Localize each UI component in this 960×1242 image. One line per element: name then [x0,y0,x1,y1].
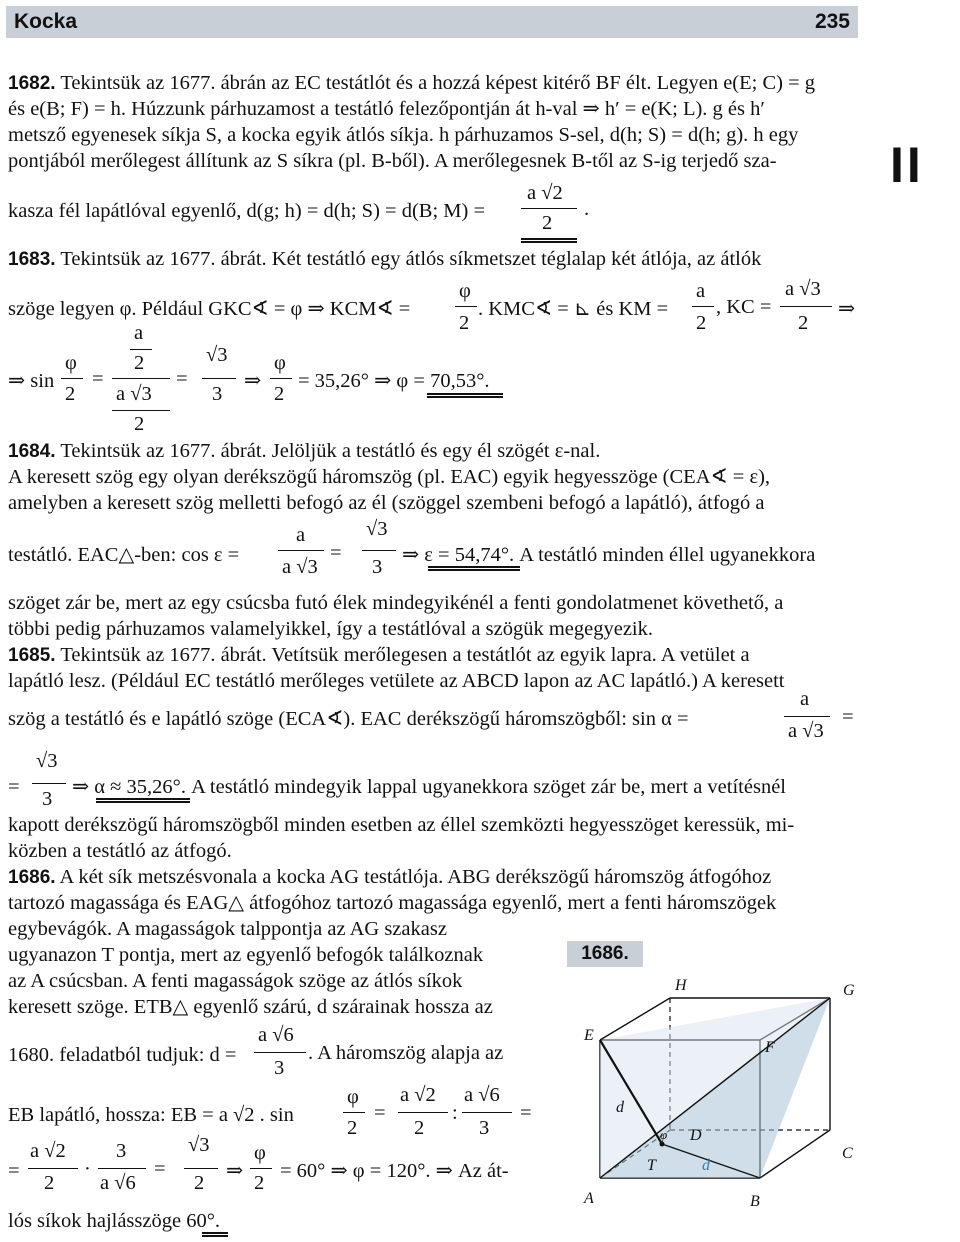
equals: = [330,542,342,564]
p1686-line6: keresett szöge. ETB△ egyenlő szárú, d szárainak hossza az [8,996,493,1018]
problem-number: 1682. [8,73,56,94]
problem-number: 1684. [8,441,56,462]
frac-num: φ [274,352,286,374]
chapter-title: Kocka [14,10,78,33]
label-D: D [690,1127,702,1144]
p1682-line2: és e(B; F) = h. Húzzunk párhuzamost a testátló felezőpontján át h-val ⇒ h′ = e(K; L). g és h′ [8,98,765,120]
frac-den: 2 [194,1172,205,1194]
frac-den: 2 [542,212,553,234]
frac-den: 3 [212,383,223,405]
p1686-line8a: EB lapátló, hossza: EB = a √2 . sin [8,1104,294,1126]
p1684-line6: többi pedig párhuzamos valamelyikkel, így a testátlóval a szögük megegyezik. [8,618,653,640]
p1683-line3a: ⇒ sin [8,370,55,392]
label-E: E [584,1027,594,1044]
frac-num: a √2 [400,1084,436,1106]
equals: = [92,368,104,390]
equals: = [176,368,188,390]
frac-num: a √6 [258,1024,294,1046]
frac-num: a √6 [464,1084,500,1106]
label-phi: φ [660,1127,668,1142]
frac-num: √3 [206,344,228,366]
p1686-line2: tartozó magassága és EAG△ átfogóhoz tartozó magassága egyenlő, mert a fenti háromszögek [8,892,777,914]
text-segment: ⇒ ε = 54,74°. A testátló minden éllel ugyanekkora [402,544,816,566]
frac-num: 3 [116,1140,127,1162]
equals: = [842,706,854,728]
figure-label: 1686. [567,941,643,967]
frac-num: a [296,524,306,546]
text-segment: ⇒ α ≈ 35,26°. A testátló mindegyik lappal ugyanekkora szöget zár be, mert a vetítésnél [72,776,786,798]
frac-den: 2 [65,383,76,405]
frac-den: 3 [479,1117,490,1139]
text-segment: = 60° ⇒ φ = 120°. ⇒ Az át- [280,1160,509,1182]
p1685-line5: kapott derékszögű háromszögből minden esetben az éllel szemközti hegyesszöget keressük, mi- [8,814,795,836]
period: . [584,198,590,220]
text-segment: . KMC∢ = ⊾ és KM = [478,298,669,320]
frac-num: √3 [366,518,388,540]
p1683-line2a: szöge legyen φ. Például GKC∢ = φ ⇒ KCM∢ = [8,298,411,320]
p1684-line2: A keresett szög egy olyan derékszögű háromszög (pl. EAC) egyik hegyesszöge (CEA∢ = ε), [8,466,771,488]
frac-den: 2 [414,1117,425,1139]
label-G: G [843,982,855,999]
frac-num: a √3 [785,278,821,300]
frac-den: 3 [372,556,383,578]
frac-den: a √3 [788,720,824,742]
p1686-line4: ugyanazon T pontja, mert az egyenlő befogók találkoznak [8,944,484,966]
problem-number: 1685. [8,645,56,666]
frac-num: φ [347,1086,359,1108]
p1685-line4a: = [8,776,20,798]
label-d: d [616,1099,624,1116]
p1685-line2: lapátló lesz. (Például EC testátló merőleges vetülete az ABCD lapon az AC lapátló.) A keresett [8,670,785,692]
p1686-line10: lós síkok hajlásszöge 60°. [8,1210,221,1232]
p1686-line7a: 1680. feladatból tudjuk: d = [8,1044,237,1066]
equals: = [520,1102,532,1124]
p1684-line3: amelyben a keresett szög melletti befogó az él (szöggel szembeni befogó a lapátló), átfogó a [8,492,765,514]
label-A: A [584,1190,594,1207]
frac-num: a √3 [116,383,152,405]
p1686-line3: egybevágók. A magasságok talppontja az AG szakasz [8,918,447,940]
frac-den: 2 [696,312,707,334]
label-C: C [842,1145,853,1162]
problem-number: 1686. [8,867,56,888]
point-T [660,1142,665,1147]
text-segment: = 35,26° ⇒ φ = 70,53°. [298,370,490,392]
label-T: T [647,1157,656,1174]
frac-den: 2 [134,413,145,435]
problem-number: 1683. [8,249,56,270]
p1682-line1: 1682. Tekintsük az 1677. ábrán az EC testátlót és a hozzá képest kitérő BF élt. Legyen e(E; C) = g [8,72,816,94]
equals: = [374,1102,386,1124]
label-d2: d [702,1157,710,1174]
p1686-line1: 1686. A két sík metszésvonala a kocka AG testátlója. ABG derékszögű háromszög átfogóhoz [8,866,772,888]
label-H: H [675,977,687,994]
equals: = [154,1158,166,1180]
page-number: 235 [814,10,850,33]
frac-den: a √3 [282,556,318,578]
arrow: ⇒ [226,1160,244,1182]
frac-den: 2 [274,383,285,405]
frac-den: 2 [347,1117,358,1139]
frac-den: 2 [44,1172,55,1194]
dot: · [84,1158,91,1180]
frac-den: 3 [274,1057,285,1079]
frac-num: √3 [36,750,58,772]
arrow: ⇒ [838,298,856,320]
label-B: B [750,1193,760,1210]
p1684-line1: 1684. Tekintsük az 1677. ábrát. Jelöljük a testátló és egy él szögét ε-nal. [8,440,601,462]
frac-num: a [800,688,810,710]
frac-num: φ [459,280,471,302]
frac-num: φ [65,352,77,374]
section-mark: II [890,137,924,193]
p1682-line5: kasza fél lapátlóval egyenlő, d(g; h) = d(h; S) = d(B; M) = [8,200,486,222]
p1682-line3: metsző egyenesek síkja S, a kocka egyik átlós síkja. h párhuzamos S-sel, d(h; S) = d(h; g). h egy [8,124,799,146]
frac-num: a [134,322,144,344]
p1686-line5: az A csúcsban. A fenti magasságok szöge az átlós síkok [8,970,463,992]
frac-den: 2 [459,312,470,334]
p1684-line4a: testátló. EAC△-ben: cos ε = [8,544,240,566]
arrow: ⇒ [244,370,262,392]
frac-den: 2 [798,312,809,334]
p1686-line9a: = [8,1160,20,1182]
p1684-line5: szöget zár be, mert az egy csúcsba futó élek mindegyikénél a fenti gondolatmenet követhető, a [8,592,784,614]
frac-den: a √6 [100,1172,136,1194]
frac-num: a √2 [527,182,563,204]
text-segment: . A háromszög alapja az [308,1042,504,1064]
text-segment: , KC = [716,296,772,318]
p1682-line4: pontjából merőlegest állítunk az S síkra (pl. B-ből). A merőlegesnek B-től az S-ig terjedő sza- [8,150,777,172]
p1685-line6: közben a testátló az átfogó. [8,840,232,862]
p1685-line1: 1685. Tekintsük az 1677. ábrát. Vetítsük merőlegesen a testátlót az egyik lapra. A vetület a [8,644,750,666]
frac-den: 3 [42,788,53,810]
frac-num: √3 [188,1134,210,1156]
label-F: F [765,1039,775,1056]
frac-num: a √2 [30,1140,66,1162]
frac-den: 2 [254,1172,265,1194]
p1685-line3a: szög a testátló és e lapátló szöge (ECA∢). EAC derékszögű háromszögből: sin α = [8,708,689,730]
frac-num: a [696,280,706,302]
frac-num: φ [254,1142,266,1164]
frac-den: 2 [134,352,145,374]
p1683-line1: 1683. Tekintsük az 1677. ábrát. Két testátló egy átlós síkmetszet téglalap két átlója, az átlók [8,248,762,270]
colon: : [452,1102,458,1124]
